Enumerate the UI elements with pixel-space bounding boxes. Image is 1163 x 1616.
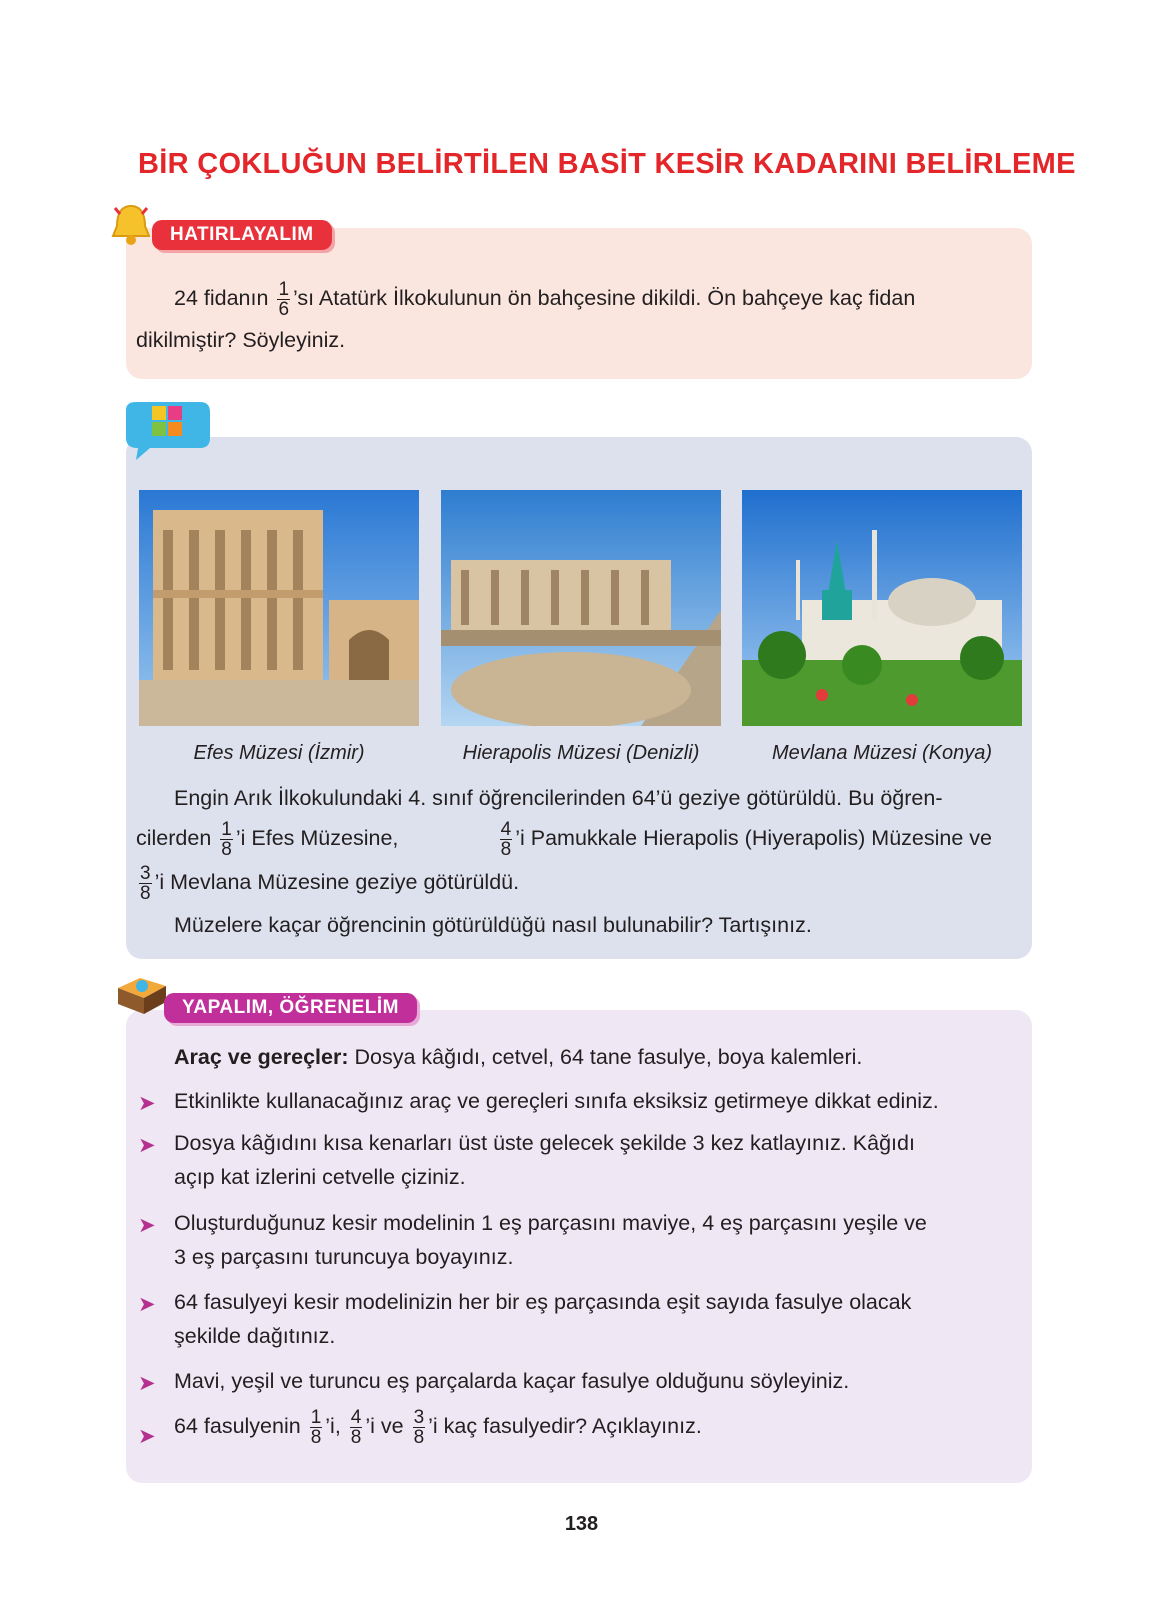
hierapolis-theatre-image xyxy=(441,490,721,726)
museum-line3 xyxy=(136,864,519,903)
bullet-4-line2: şekilde dağıtınız. xyxy=(174,1324,336,1348)
caption-mevlana: Mevlana Müzesi (Konya) xyxy=(771,742,993,764)
efes-photo xyxy=(139,490,419,726)
hatirlayalim-tag: HATIRLAYALIM xyxy=(152,220,332,250)
bullet-2-line2: açıp kat izlerini cetvelle çiziniz. xyxy=(174,1165,466,1189)
fraction-4-8 xyxy=(500,820,513,859)
materials-label: Araç ve gereçler: xyxy=(174,1045,349,1069)
text-part: cilerden xyxy=(136,826,212,851)
fraction xyxy=(277,280,290,319)
bullet-arrow-icon: ➤ xyxy=(138,1293,156,1316)
text-part: ’i Pamukkale Hierapolis (Hiyerapolis) Müzesine ve xyxy=(515,826,992,851)
materials-text: Dosya kâğıdı, cetvel, 64 tane fasulye, boya kalemleri. xyxy=(348,1045,863,1069)
fraction-1-8 xyxy=(220,820,233,859)
text-part: ’i Efes Müzesine, xyxy=(235,826,399,851)
book-icon xyxy=(114,972,170,1020)
denominator: 8 xyxy=(413,1427,425,1448)
denominator: 8 xyxy=(310,1427,322,1448)
text-part: ’i, xyxy=(325,1414,341,1439)
caption-efes: Efes Müzesi (İzmir) xyxy=(193,742,365,764)
bullet-arrow-icon: ➤ xyxy=(138,1092,156,1115)
museum-line1: Engin Arık İlkokulundaki 4. sınıf öğrencilerinden 64’ü geziye götürüldü. Bu öğren- xyxy=(174,786,943,810)
hatirlayalim-line2: dikilmiştir? Söyleyiniz. xyxy=(136,328,346,352)
page-number: 138 xyxy=(564,1513,599,1535)
hatirlayalim-line1 xyxy=(174,280,992,319)
denominator: 8 xyxy=(140,883,151,904)
text-part: 24 fidanın xyxy=(174,286,269,311)
fraction-1-8 xyxy=(310,1408,323,1447)
caption-hierapolis: Hierapolis Müzesi (Denizli) xyxy=(462,742,700,764)
bullet-1: Etkinlikte kullanacağınız araç ve gereçleri sınıfa eksiksiz getirmeye dikkat ediniz. xyxy=(174,1089,939,1113)
bullet-arrow-icon: ➤ xyxy=(138,1372,156,1395)
bullet-arrow-icon: ➤ xyxy=(138,1134,156,1157)
numerator: 1 xyxy=(278,279,290,300)
line2-start xyxy=(136,820,398,859)
hierapolis-photo xyxy=(441,490,721,726)
bullet-4-line1: 64 fasulyeyi kesir modelinizin her bir eş parçasında eşit sayıda fasulye olacak xyxy=(174,1290,912,1314)
text-part: ’i kaç fasulyedir? Açıklayınız. xyxy=(428,1414,702,1439)
museum-question: Müzelere kaçar öğrencinin götürüldüğü nasıl bulunabilir? Tartışınız. xyxy=(174,913,812,937)
line2-end xyxy=(497,820,992,859)
mevlana-photo xyxy=(742,490,1022,726)
bullet-3-line2: 3 eş parçasını turuncuya boyayınız. xyxy=(174,1245,514,1269)
bullet-arrow-icon: ➤ xyxy=(138,1425,156,1448)
materials-line xyxy=(174,1047,862,1069)
fraction-3-8 xyxy=(413,1408,426,1447)
numerator: 3 xyxy=(140,863,151,884)
denominator: 8 xyxy=(350,1427,362,1448)
denominator: 8 xyxy=(500,839,512,860)
fraction-4-8 xyxy=(350,1408,363,1447)
bell-icon xyxy=(106,200,156,250)
numerator: 4 xyxy=(500,819,512,840)
text-part: 64 fasulyenin xyxy=(174,1414,301,1439)
efes-library-image xyxy=(139,490,419,726)
bullet-5: Mavi, yeşil ve turuncu eş parçalarda kaçar fasulye olduğunu söyleyiniz. xyxy=(174,1369,850,1393)
fraction-3-8 xyxy=(139,864,152,903)
text-part: ’i ve xyxy=(365,1414,404,1439)
bullet-arrow-icon: ➤ xyxy=(138,1214,156,1237)
denominator: 8 xyxy=(221,839,232,860)
puzzle-speech-icon xyxy=(118,398,218,464)
mevlana-museum-image xyxy=(742,490,1022,726)
page-title: BİR ÇOKLUĞUN BELİRTİLEN BASİT KESİR KADARINI BELİRLEME xyxy=(138,148,1076,180)
numerator: 1 xyxy=(310,1407,322,1428)
text-part: ’sı Atatürk İlkokulunun ön bahçesine dikildi. Ön bahçeye kaç fidan xyxy=(293,286,916,311)
numerator: 4 xyxy=(350,1407,362,1428)
museum-line2 xyxy=(136,820,992,859)
bullet-6 xyxy=(174,1408,702,1447)
yapalim-tag: YAPALIM, ÖĞRENELİM xyxy=(164,993,417,1023)
numerator: 1 xyxy=(221,819,232,840)
text-part: ’i Mevlana Müzesine geziye götürüldü. xyxy=(154,870,520,895)
bullet-3-line1: Oluşturduğunuz kesir modelinin 1 eş parçasını maviye, 4 eş parçasını yeşile ve xyxy=(174,1211,927,1235)
bullet-2-line1: Dosya kâğıdını kısa kenarları üst üste gelecek şekilde 3 kez katlayınız. Kâğıdı xyxy=(174,1131,915,1155)
denominator: 6 xyxy=(278,299,290,320)
numerator: 3 xyxy=(413,1407,425,1428)
